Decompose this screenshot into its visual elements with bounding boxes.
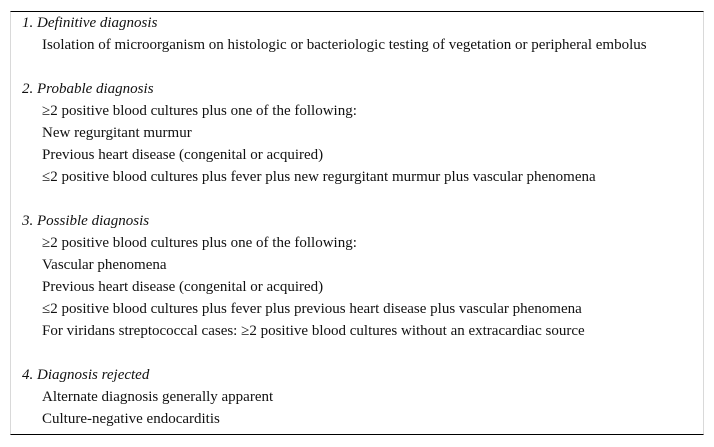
criterion-item: Vascular phenomena [42,257,167,273]
criterion-item: For viridans streptococcal cases: ≥2 positive blood cultures without an extracardiac source [42,323,585,339]
criterion-item: Alternate diagnosis generally apparent [42,389,274,405]
criterion-item: Previous heart disease (congenital or acquired) [42,279,324,295]
section-probable-diagnosis [22,78,699,188]
section-diagnosis-rejected [22,364,699,430]
criterion-item: Previous heart disease (congenital or acquired) [42,147,324,163]
section-possible-diagnosis [22,210,699,342]
section-definitive-diagnosis [22,12,699,56]
criterion-item: ≥2 positive blood cultures plus one of the following: [42,103,357,119]
section-heading: 4. Diagnosis rejected [22,367,150,383]
criterion-item: ≥2 positive blood cultures plus one of the following: [42,235,357,251]
criterion-item: Culture-negative endocarditis [42,411,220,427]
criterion-item: New regurgitant murmur [42,125,192,141]
criteria-table-body [22,12,699,430]
section-heading: 1. Definitive diagnosis [22,15,158,31]
criterion-item: ≤2 positive blood cultures plus fever plus new regurgitant murmur plus vascular phenomena [42,169,596,185]
section-heading: 3. Possible diagnosis [22,213,150,229]
criterion-item: ≤2 positive blood cultures plus fever plus previous heart disease plus vascular phenomena [42,301,582,317]
section-heading: 2. Probable diagnosis [22,81,154,97]
criteria-table [10,11,704,435]
criterion-item: Isolation of microorganism on histologic or bacteriologic testing of vegetation or peripheral embolus [42,37,647,53]
